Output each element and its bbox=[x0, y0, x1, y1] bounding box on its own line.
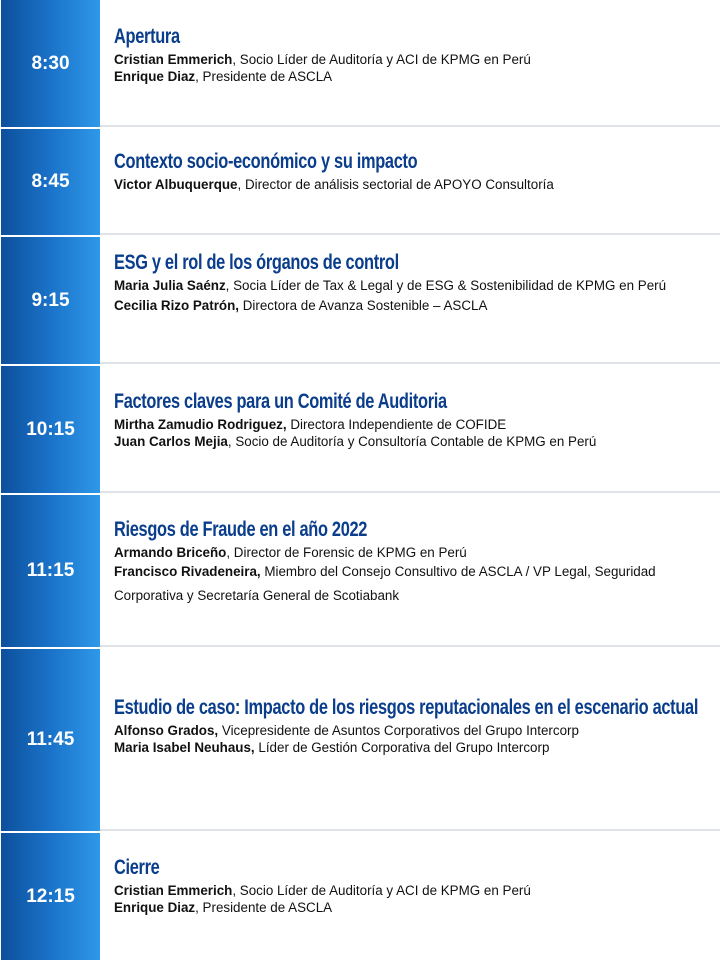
speaker bbox=[114, 722, 710, 739]
speaker bbox=[114, 882, 710, 899]
session-title: Estudio de caso: Impacto de los riesgos reputacionales en el escenario actual bbox=[114, 696, 699, 719]
session-row bbox=[0, 237, 720, 364]
speaker-role: , Presidente de ASCLA bbox=[195, 900, 333, 915]
speaker bbox=[114, 51, 710, 68]
speaker-role: , Director de Forensic de KPMG en Perú bbox=[226, 545, 467, 560]
speaker-name: Maria Julia Saénz bbox=[114, 278, 226, 293]
speaker-role: , Socio de Auditoría y Consultoría Contable de KPMG en Perú bbox=[227, 434, 597, 449]
session-title: Riesgos de Fraude en el año 2022 bbox=[114, 518, 368, 541]
speaker-name: Victor Albuquerque bbox=[114, 177, 238, 192]
session-title: Cierre bbox=[114, 856, 160, 879]
speaker bbox=[114, 899, 710, 916]
speaker-name: Maria Isabel Neuhaus, bbox=[114, 740, 255, 755]
speaker-name: Cristian Emmerich bbox=[114, 883, 233, 898]
session-time: 8:45 bbox=[1, 129, 100, 235]
speaker-name: Armando Briceño bbox=[114, 545, 227, 560]
speaker-role: , Presidente de ASCLA bbox=[195, 69, 333, 84]
row-divider bbox=[100, 125, 720, 127]
session-title: Apertura bbox=[114, 25, 180, 48]
speaker bbox=[114, 544, 710, 561]
speaker-name: Francisco Rivadeneira, bbox=[114, 564, 261, 579]
session-time: 9:15 bbox=[1, 237, 100, 364]
session-content bbox=[114, 833, 710, 960]
session-row bbox=[0, 649, 720, 831]
session-content bbox=[114, 495, 710, 647]
session-row bbox=[0, 495, 720, 647]
speaker-name: Cecilia Rizo Patrón, bbox=[114, 298, 240, 313]
speaker bbox=[114, 560, 710, 608]
session-content bbox=[114, 0, 710, 127]
session-time: 12:15 bbox=[1, 833, 100, 960]
session-row bbox=[0, 833, 720, 960]
speaker-role: Directora Independiente de COFIDE bbox=[286, 417, 507, 432]
session-title: Contexto socio-económico y su impacto bbox=[114, 150, 418, 173]
speaker-name: Mirtha Zamudio Rodriguez, bbox=[114, 417, 287, 432]
session-content bbox=[114, 649, 710, 831]
speaker-role: , Director de análisis sectorial de APOYO Consultoría bbox=[237, 177, 554, 192]
speaker-role: Líder de Gestión Corporativa del Grupo Intercorp bbox=[254, 740, 550, 755]
speaker-name: Juan Carlos Mejia bbox=[114, 434, 228, 449]
session-time: 10:15 bbox=[1, 366, 100, 493]
session-title: ESG y el rol de los órganos de control bbox=[114, 251, 399, 274]
speaker-role: Directora de Avanza Sostenible – ASCLA bbox=[239, 298, 488, 313]
speaker-role: Miembro del Consejo Consultivo de ASCLA / VP Legal, Seguridad Corporativa y Secretaría General de Scotiabank bbox=[114, 564, 656, 603]
row-divider bbox=[100, 829, 720, 831]
speaker-name: Enrique Diaz bbox=[114, 69, 196, 84]
speaker-role: , Socia Líder de Tax & Legal y de ESG & Sostenibilidad de KPMG en Perú bbox=[225, 278, 667, 293]
session-content bbox=[114, 129, 710, 235]
session-time: 8:30 bbox=[1, 0, 100, 127]
session-title: Factores claves para un Comité de Auditoria bbox=[114, 390, 447, 413]
session-content bbox=[114, 366, 710, 493]
session-time: 11:45 bbox=[1, 649, 100, 831]
speaker bbox=[114, 416, 710, 433]
speaker-role: Vicepresidente de Asuntos Corporativos del Grupo Intercorp bbox=[218, 723, 579, 738]
speaker bbox=[114, 433, 710, 450]
speaker bbox=[114, 297, 710, 314]
speaker bbox=[114, 176, 710, 193]
speaker-role: , Socio Líder de Auditoría y ACI de KPMG en Perú bbox=[232, 52, 531, 67]
session-content bbox=[114, 237, 710, 364]
speaker-name: Enrique Diaz bbox=[114, 900, 196, 915]
speaker-name: Alfonso Grados, bbox=[114, 723, 219, 738]
session-time: 11:15 bbox=[1, 495, 100, 647]
speaker-role: , Socio Líder de Auditoría y ACI de KPMG en Perú bbox=[232, 883, 531, 898]
speaker bbox=[114, 277, 710, 294]
speaker bbox=[114, 739, 710, 756]
row-divider bbox=[100, 491, 720, 493]
session-row bbox=[0, 366, 720, 493]
session-row bbox=[0, 129, 720, 235]
row-divider bbox=[100, 362, 720, 364]
session-row bbox=[0, 0, 720, 127]
row-divider bbox=[100, 233, 720, 235]
speaker-name: Cristian Emmerich bbox=[114, 52, 233, 67]
speaker bbox=[114, 68, 710, 85]
row-divider bbox=[100, 645, 720, 647]
